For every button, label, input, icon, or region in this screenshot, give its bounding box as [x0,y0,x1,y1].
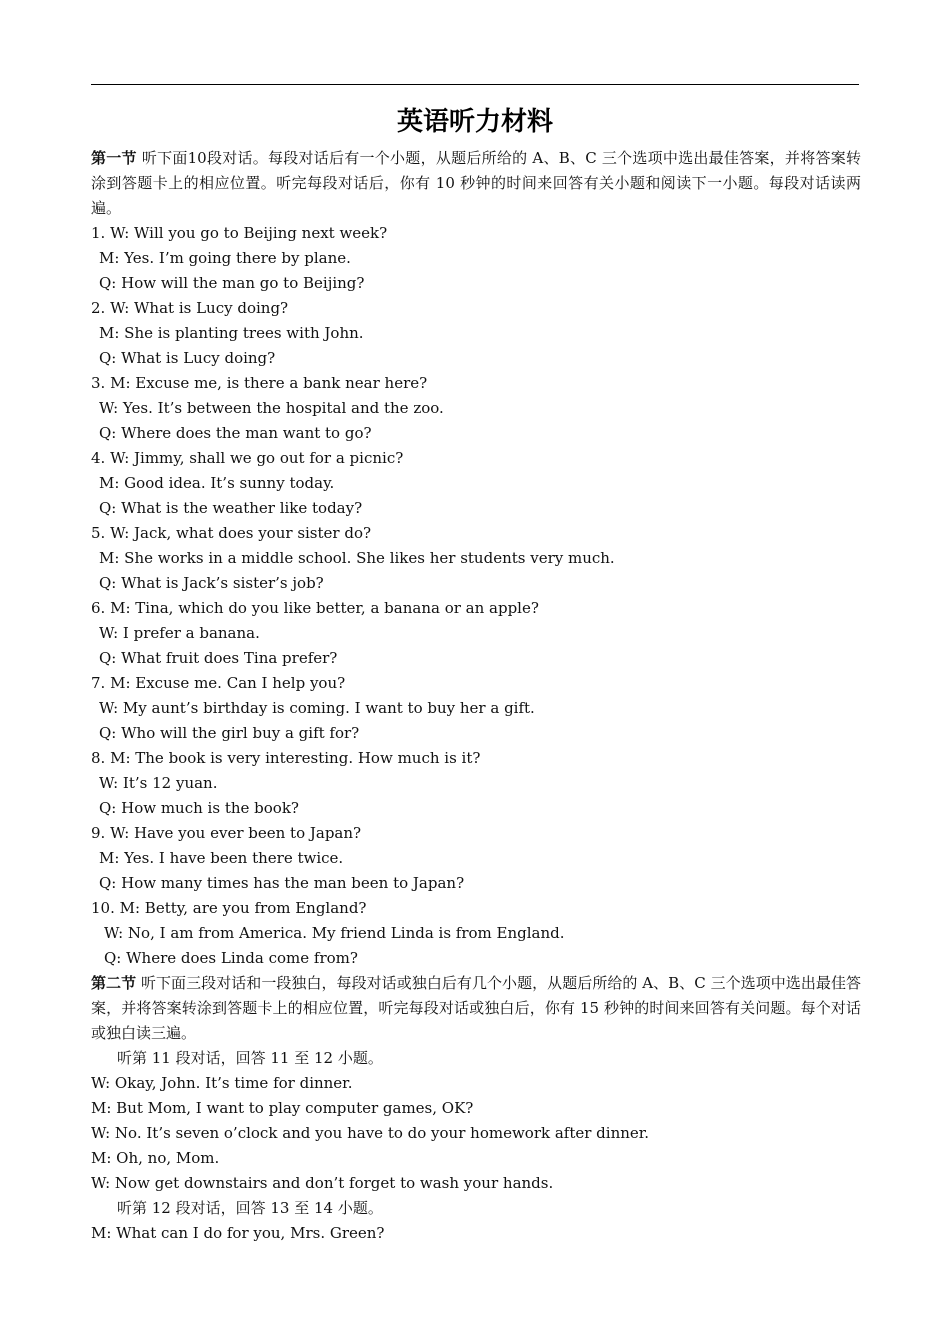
section1-instruction [91,146,861,221]
dialogue-line: W: Yes. It’s between the hospital and the zoo. [99,399,444,417]
dialogue-question: Q: What is the weather like today? [99,499,363,517]
dialogue-line: 2. W: What is Lucy doing? [91,299,289,317]
dialogue-line: M: Good idea. It’s sunny today. [99,474,335,492]
dialogue-question: Q: Where does the man want to go? [99,424,372,442]
dialogue-12 [91,1221,861,1246]
dialogue-6 [91,596,861,671]
dialogue-5 [91,521,861,596]
dialogue-line: M: What can I do for you, Mrs. Green? [91,1224,385,1242]
dialogue-line: M: She works in a middle school. She likes her students very much. [99,549,615,567]
dialogue-line: M: Oh, no, Mom. [91,1149,220,1167]
dialogue-3 [91,371,861,446]
dialogue12-intro: 听第 12 段对话，回答 13 至 14 小题。 [117,1199,383,1217]
dialogue-line: W: I prefer a banana. [99,624,260,642]
dialogue-line: 8. M: The book is very interesting. How much is it? [91,749,481,767]
dialogue-2 [91,296,861,371]
dialogue-question: Q: What fruit does Tina prefer? [99,649,338,667]
dialogue-1 [91,221,861,296]
dialogue-8 [91,746,861,821]
dialogue-line: 3. M: Excuse me, is there a bank near here? [91,374,428,392]
dialogue-line: 6. M: Tina, which do you like better, a banana or an apple? [91,599,539,617]
dialogue-11 [91,1071,861,1196]
section1-instruction-text: 听下面10段对话。每段对话后有一个小题，从题后所给的 A、B、C 三个选项中选出最佳答案，并将答案转涂到答题卡上的相应位置。听完每段对话后，你有 10 秒钟的时间来回答有关小题和阅读下一小题。每段对话读两遍。 [91,149,861,217]
dialogue11-intro: 听第 11 段对话，回答 11 至 12 小题。 [117,1049,383,1067]
dialogue-line: 10. M: Betty, are you from England? [91,899,367,917]
dialogue-line: W: Okay, John. It’s time for dinner. [91,1074,353,1092]
section2-instruction [91,971,861,1046]
section2-instruction-text: 听下面三段对话和一段独白，每段对话或独白后有几个小题，从题后所给的 A、B、C 三个选项中选出最佳答案，并将答案转涂到答题卡上的相应位置，听完每段对话或独白后，你有 15 秒钟的时间来回答有关问题。每个对话或独白读三遍。 [91,974,861,1042]
dialogue-line: M: But Mom, I want to play computer games, OK? [91,1099,474,1117]
dialogue-line: M: Yes. I’m going there by plane. [99,249,351,267]
dialogue-line: 7. M: Excuse me. Can I help you? [91,674,346,692]
dialogue-line: M: Yes. I have been there twice. [99,849,344,867]
dialogue-line: 1. W: Will you go to Beijing next week? [91,224,388,242]
header-rule [91,84,859,85]
dialogue-line: W: Now get downstairs and don’t forget to wash your hands. [91,1174,554,1192]
dialogue-line: M: She is planting trees with John. [99,324,364,342]
dialogue-question: Q: How many times has the man been to Japan? [99,874,465,892]
dialogue-line: W: No, I am from America. My friend Linda is from England. [104,924,565,942]
dialogue-4 [91,446,861,521]
dialogue-10 [91,896,861,971]
dialogue-line: 4. W: Jimmy, shall we go out for a picnic? [91,449,404,467]
dialogue-question: Q: How will the man go to Beijing? [99,274,365,292]
dialogue-7 [91,671,861,746]
section1-dialogues [91,221,861,971]
section2-heading: 第二节 [91,974,137,992]
dialogue-question: Q: Who will the girl buy a gift for? [99,724,360,742]
dialogue-line: 9. W: Have you ever been to Japan? [91,824,362,842]
page-title: 英语听力材料 [396,107,553,137]
dialogue-question: Q: What is Jack’s sister’s job? [99,574,324,592]
dialogue-line: W: No. It’s seven o’clock and you have to do your homework after dinner. [91,1124,650,1142]
dialogue-question: Q: What is Lucy doing? [99,349,276,367]
dialogue-question: Q: How much is the book? [99,799,299,817]
dialogue-line: W: It’s 12 yuan. [99,774,218,792]
section1-heading: 第一节 [91,149,137,167]
dialogue-line: 5. W: Jack, what does your sister do? [91,524,372,542]
dialogue-question: Q: Where does Linda come from? [104,949,358,967]
document-body [91,146,861,1246]
dialogue-9 [91,821,861,896]
dialogue-line: W: My aunt’s birthday is coming. I want to buy her a gift. [99,699,535,717]
